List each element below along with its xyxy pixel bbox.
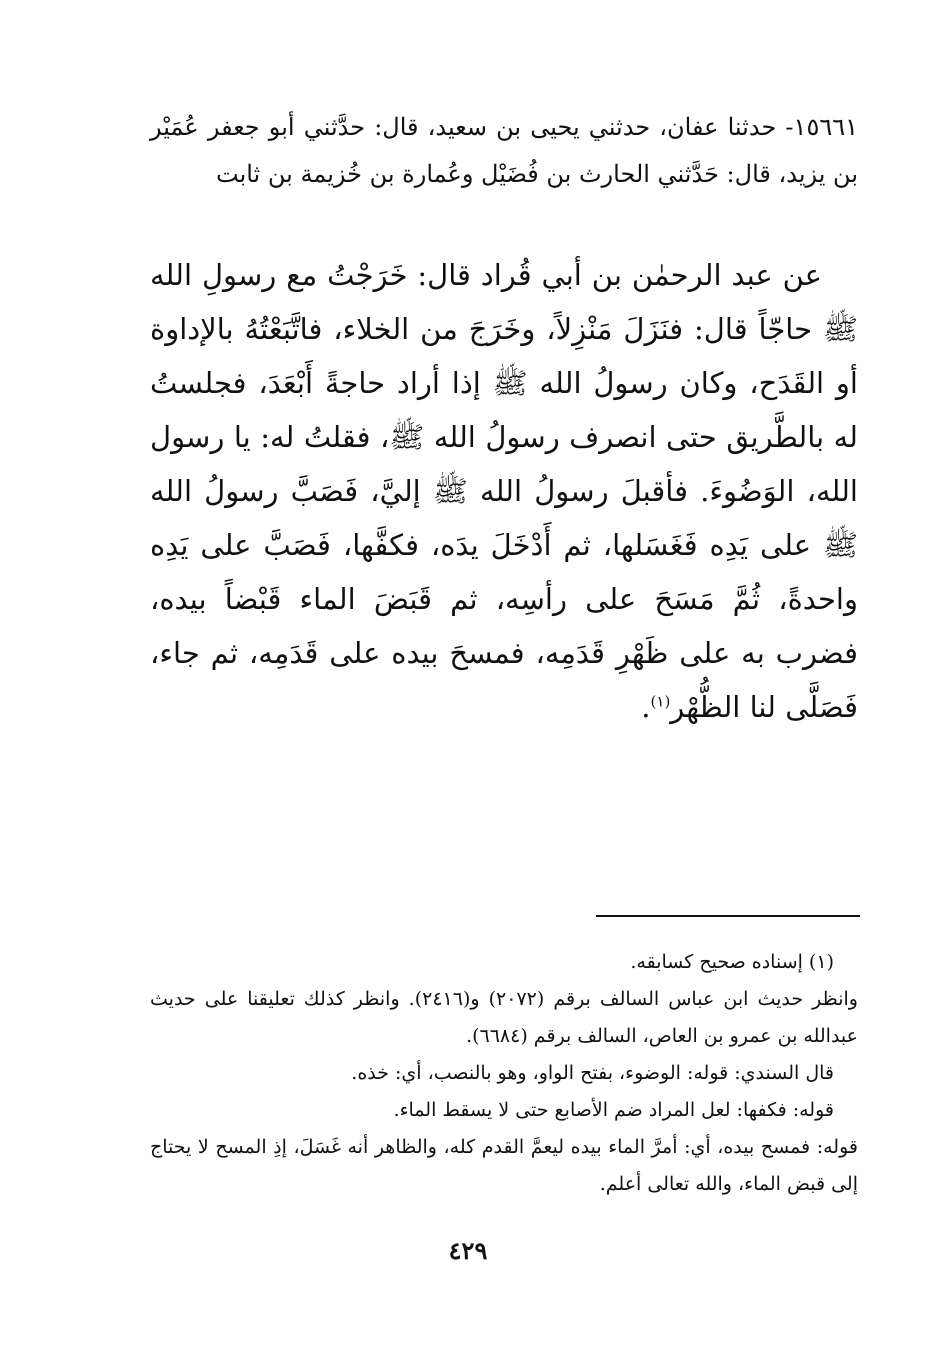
footnote-divider: [596, 915, 860, 917]
footnotes-section: [150, 944, 858, 1203]
footnote-1: (١) إسناده صحيح كسابقه.: [630, 951, 834, 973]
hadith-isnad: ١٥٦٦١- حدثنا عفان، حدثني يحيى بن سعيد، قال: حدَّثني أبو جعفر عُمَيْر بن يزيد، قال: حَدَّثني الحارث بن فُضَيْل وعُمارة بن خُزيمة بن ثابت: [150, 113, 858, 188]
footnote-sindi-comment: قال السندي: قوله: الوضوء، بفتح الواو، وهو بالنصب، أي: خذه.: [351, 1062, 834, 1084]
page-number: ٤٢٩: [448, 1236, 488, 1265]
hadith-matn-end: .: [641, 690, 651, 724]
footnote-masaha-comment: قوله: فمسح بيده، أي: أمرَّ الماء بيده ليعمَّ القدم كله، والظاهر أنه غَسَلَ، إذِ المسح لا يحتاج إلى قبض الماء، والله تعالى أعلم.: [150, 1136, 858, 1195]
footnote-reference-1[interactable]: (١): [650, 692, 671, 711]
hadith-matn-text: عن عبد الرحمٰن بن أبي قُراد قال: خَرَجْتُ مع رسولِ الله ﷺ حاجّاً قال: فنَزَلَ مَنْزِلاً، وخَرَجَ من الخلاء، فاتَّبَعْتُهُ بالإداوة أو القَدَح، وكان رسولُ الله ﷺ إذا أراد حاجةً أَبْعَدَ، فجلستُ له بالطَّريق حتى انصرف رسولُ الله ﷺ، فقلتُ له: يا رسول الله، الوَضُوءَ. فأقبلَ رسولُ الله ﷺ إليَّ، فَصَبَّ رسولُ الله ﷺ على يَدِه فَغَسَلها، ثم أَدْخَلَ يدَه، فكفَّها، فَصَبَّ على يَدِه واحدةً، ثُمَّ مَسَحَ على رأسِه، ثم قَبَضَ الماء قَبْضاً بيده، فضرب به على ظَهْرِ قَدَمِه، فمسحَ بيده على قَدَمِه، ثم جاء، فَصَلَّى لنا الظُّهْر: [150, 258, 858, 724]
footnote-kaffaha-comment: قوله: فكفها: لعل المراد ضم الأصابع حتى لا يسقط الماء.: [393, 1099, 834, 1121]
footnote-1-cross-reference: وانظر حديث ابن عباس السالف برقم (٢٠٧٢) و(٢٤١٦). وانظر كذلك تعليقنا على حديث عبدالله بن عمرو بن العاص، السالف برقم (٦٦٨٤).: [150, 988, 858, 1047]
hadith-matn: [150, 248, 858, 734]
